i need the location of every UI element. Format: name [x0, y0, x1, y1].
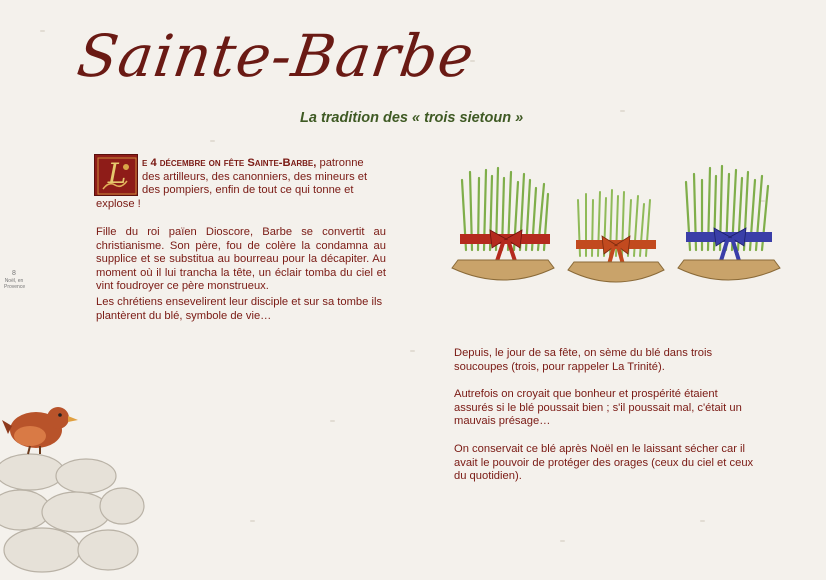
- story-paragraph: Fille du roi païen Dioscore, Barbe se convertit au christianisme. Son père, fou de colère la condamna au supplice et se substitua au bourreau pour la décapiter. Au moment où il lui trancha la tête, un éclair tomba du ciel et vint foudroyer ce père monstrueux.: [96, 226, 386, 293]
- page-subtitle: La tradition des « trois sietoun »: [300, 110, 524, 126]
- body-paragraph: On conservait ce blé après Noël en le laissant sécher car il avait le pouvoir de protéger des orages (ceux du ciel et ceux du quotidien).: [454, 443, 754, 483]
- paper-fleck: [250, 520, 255, 522]
- wheat-saucer: [568, 190, 664, 282]
- paper-fleck: [210, 140, 215, 142]
- paper-fleck: [700, 520, 705, 522]
- body-paragraph: Autrefois on croyait que bonheur et prospérité étaient assurés si le blé poussait bien ; s'il poussait mal, c'était un mauvais présage…: [454, 388, 742, 428]
- paper-fleck: [330, 420, 335, 422]
- page-caption: Noël, en Provence: [4, 278, 26, 290]
- intro-paragraph: [96, 157, 386, 211]
- story-paragraph: Les chrétiens ensevelirent leur disciple et sur sa tombe ils plantèrent du blé, symbole de vie…: [96, 296, 383, 322]
- wheat-saucer: [678, 166, 780, 280]
- page-number-value: 8: [12, 270, 16, 277]
- body-paragraph: Depuis, le jour de sa fête, on sème du blé dans trois soucoupes (trois, pour rappeler La Trinité).: [454, 347, 713, 373]
- paper-fleck: [560, 540, 565, 542]
- stones: [0, 454, 144, 572]
- dropcap-letter: L: [107, 157, 127, 190]
- intro-line: des pompiers, enfin de tout ce qui tonne et: [142, 184, 354, 197]
- paper-fleck: [620, 110, 625, 112]
- intro-line: explose !: [96, 197, 141, 210]
- intro-rest: patronne: [316, 157, 364, 169]
- paper-fleck: [410, 350, 415, 352]
- page-number: [4, 270, 24, 290]
- page-title: Sainte-Barbe: [73, 22, 479, 90]
- paper-fleck: [40, 30, 45, 32]
- bird-icon: [2, 407, 78, 454]
- intro-line: des artilleurs, des canonniers, des mineurs et: [142, 170, 368, 183]
- bird-on-stones-illustration: [0, 400, 150, 580]
- wheat-saucers-illustration: [448, 160, 788, 300]
- wheat-saucer: [452, 168, 554, 280]
- intro-lead: e 4 décembre on fête Sainte-Barbe,: [142, 157, 317, 169]
